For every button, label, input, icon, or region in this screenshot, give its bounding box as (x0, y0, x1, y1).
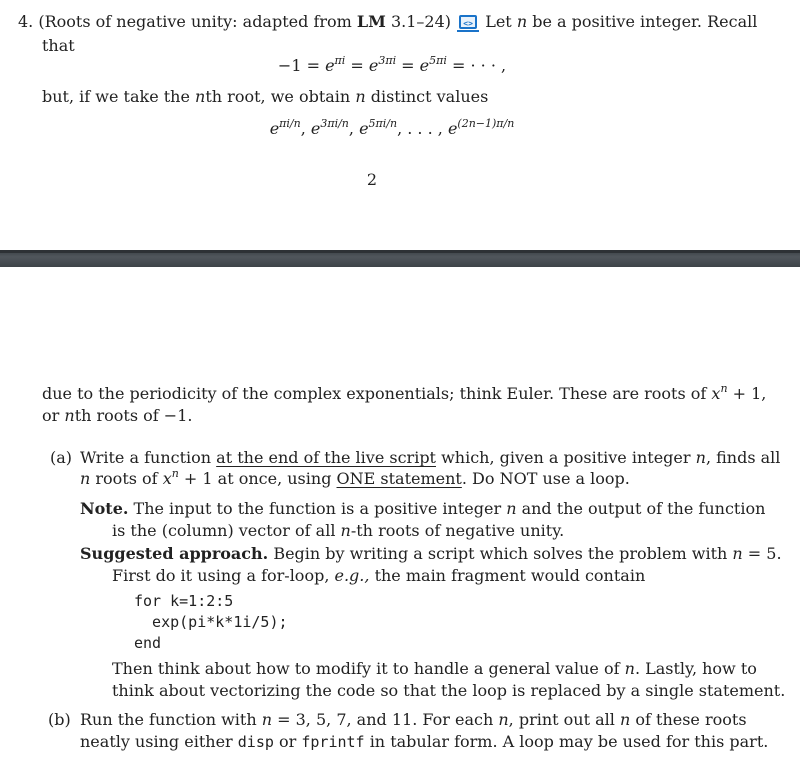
suggest-label: Suggested approach. (80, 544, 269, 563)
part-a-line2: n roots of $x^n + 1$ at once, using ONE statement. Do NOT use a loop. (80, 467, 630, 488)
suggest-line2-p1: First do it using a for-loop, (112, 566, 330, 585)
source-ref: 3.1–24) (390, 12, 452, 31)
b-line2-p2: in tabular form. A loop may be used for this part. (369, 732, 769, 751)
equation-roots-list: $e^{\pi i/n}$, $e^{3\pi i/n}$, $e^{5\pi i/n}$, . . . , $e^{(2n-1)\pi/n}$ (269, 117, 515, 138)
bottom-page (0, 267, 800, 768)
but-var: n (195, 87, 206, 106)
source-bold: LM (356, 12, 386, 31)
intro-prefix: (Roots of negative unity: adapted from (38, 12, 352, 31)
note-line2: is the (column) vector of all n-th roots of negative unity. (112, 521, 565, 540)
a-line2-underlined: ONE statement (336, 469, 462, 488)
page-number: 2 (366, 170, 378, 189)
intro-line2: that (42, 36, 75, 55)
fprintf-code: fprintf (301, 733, 365, 751)
note-label: Note. (80, 499, 129, 518)
code-line-3: end (134, 634, 162, 652)
problem-intro-line1: 4. (Roots of negative unity: adapted from LM 3.1–24) <> Let n be a positive integer. Recall (18, 12, 758, 31)
but-var2: n (355, 87, 366, 106)
intro-suffix: Let (485, 12, 512, 31)
part-b-line1: Run the function with n = 3, 5, 7, and 11. For each n, print out all n of these roots (80, 710, 747, 729)
but-line (42, 87, 488, 107)
suggest-line2 (112, 566, 645, 586)
live-script-link-icon[interactable]: <> (459, 15, 477, 29)
para1-prefix: due to the periodicity of the complex exponentials; think Euler. These are roots of (42, 384, 707, 403)
then-line2: think about vectorizing the code so that the loop is replaced by a single statement. (112, 681, 786, 700)
equation-negative-one: $-1 = e^{\pi i} = e^{3\pi i} = e^{5\pi i}$ = · · · , (277, 54, 507, 75)
code-line-1: for k=1:2:5 (134, 592, 234, 610)
then-line1: Then think about how to modify it to handle a general value of n. Lastly, how to (112, 659, 757, 678)
suggest-line2-p2: the main fragment would contain (374, 566, 646, 585)
top-page (0, 0, 800, 250)
part-a-line1: Write a function at the end of the live script which, given a positive integer n, finds all (80, 448, 781, 467)
page-divider (0, 250, 800, 267)
a-line1-p1: Write a function (80, 448, 212, 467)
but-prefix: but, if we take the (42, 87, 190, 106)
part-a-label: (a) (50, 448, 73, 467)
b-line2-p1: neatly using either (80, 732, 233, 751)
intro-tail: be a positive integer. Recall (532, 12, 758, 31)
item-number: 4. (18, 12, 34, 31)
code-line-2: exp(pi*k*1i/5); (134, 613, 288, 631)
part-b-line2 (80, 732, 768, 752)
para1-line2: or nth roots of −1. (42, 406, 193, 425)
para1-line1: due to the periodicity of the complex exponentials; think Euler. These are roots of $x^n + 1$, (42, 382, 767, 403)
disp-code: disp (237, 733, 274, 751)
a-line1-underlined: at the end of the live script (216, 448, 436, 467)
part-b-label: (b) (48, 710, 71, 729)
suggest-line1: Suggested approach. Begin by writing a script which solves the problem with n = 5. (80, 544, 782, 563)
suggest-line2-eg: e.g., (334, 566, 370, 585)
but-suffix: th root, we obtain (205, 87, 351, 106)
note-line1: Note. The input to the function is a positive integer n and the output of the function (80, 499, 766, 518)
b-line2-or: or (279, 732, 297, 751)
but-end: distinct values (370, 87, 489, 106)
